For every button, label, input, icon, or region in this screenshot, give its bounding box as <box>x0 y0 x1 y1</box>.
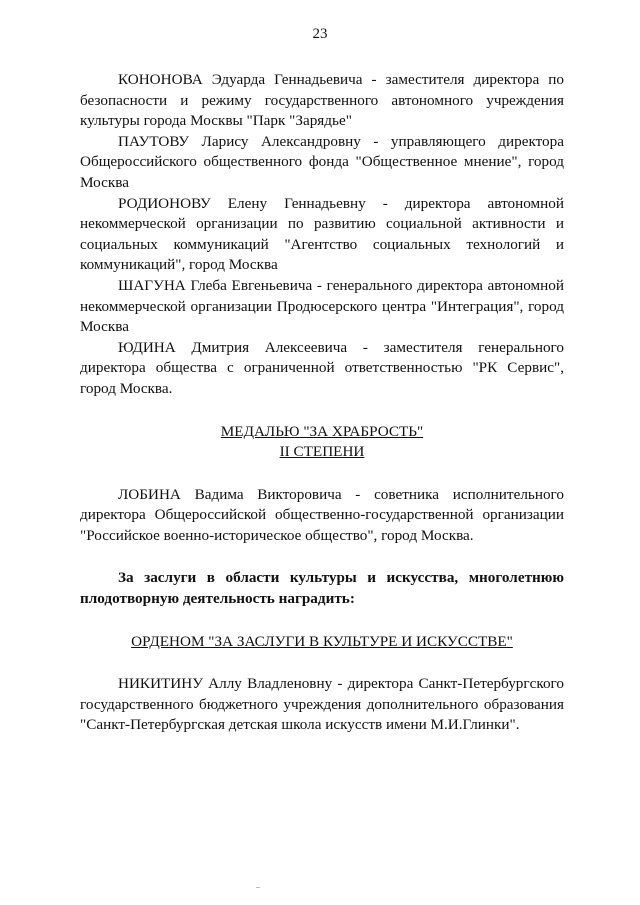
culture-intro: За заслуги в области культуры и искусства, многолетнюю плодотворную деятельность наградить: <box>80 569 564 608</box>
award-entry-kononov: КОНОНОВА Эдуарда Геннадьевича - заместителя директора по безопасности и режиму государственного автономного учреждения культуры города Москвы "Парк "Зарядье" <box>80 71 564 130</box>
medal-heading-degree: II СТЕПЕНИ <box>279 443 365 461</box>
award-entry-pautova: ПАУТОВУ Ларису Александровну - управляющего директора Общероссийского общественного фонда "Общественное мнение", город Москва <box>80 132 564 191</box>
award-entry-nikitina: НИКИТИНУ Аллу Владленовну - директора Санкт-Петербургского государственного бюджетного учреждения дополнительного образования "Санкт-Петербургская детская школа искусств имени М.И.Глинки". <box>80 675 564 734</box>
document-body <box>80 70 564 736</box>
order-heading: ОРДЕНОМ "ЗА ЗАСЛУГИ В КУЛЬТУРЕ И ИСКУССТВЕ" <box>131 632 513 650</box>
award-entry-yudin: ЮДИНА Дмитрия Алексеевича - заместителя генерального директора общества с ограниченной ответственностью "РК Сервис", город Москва. <box>80 338 564 397</box>
award-entry-rodionova: РОДИОНОВУ Елену Геннадьевну - директора автономной некоммерческой организации по развитию социальной активности и социальных коммуникаций "Агентство социальных технологий и коммуникаций", город Москва <box>80 194 564 274</box>
scan-speck <box>256 887 260 888</box>
medal-heading-title: МЕДАЛЬЮ "ЗА ХРАБРОСТЬ" <box>220 422 424 440</box>
award-entry-lobin: ЛОБИНА Вадима Викторовича - советника исполнительного директора Общероссийской общественно-государственной организации "Российское военно-историческое общество", город Москва. <box>80 485 564 544</box>
award-entry-shagun: ШАГУНА Глеба Евгеньевича - генерального директора автономной некоммерческой организации Продюсерского центра "Интеграция", город Москва <box>80 276 564 336</box>
page-number: 23 <box>312 26 328 42</box>
